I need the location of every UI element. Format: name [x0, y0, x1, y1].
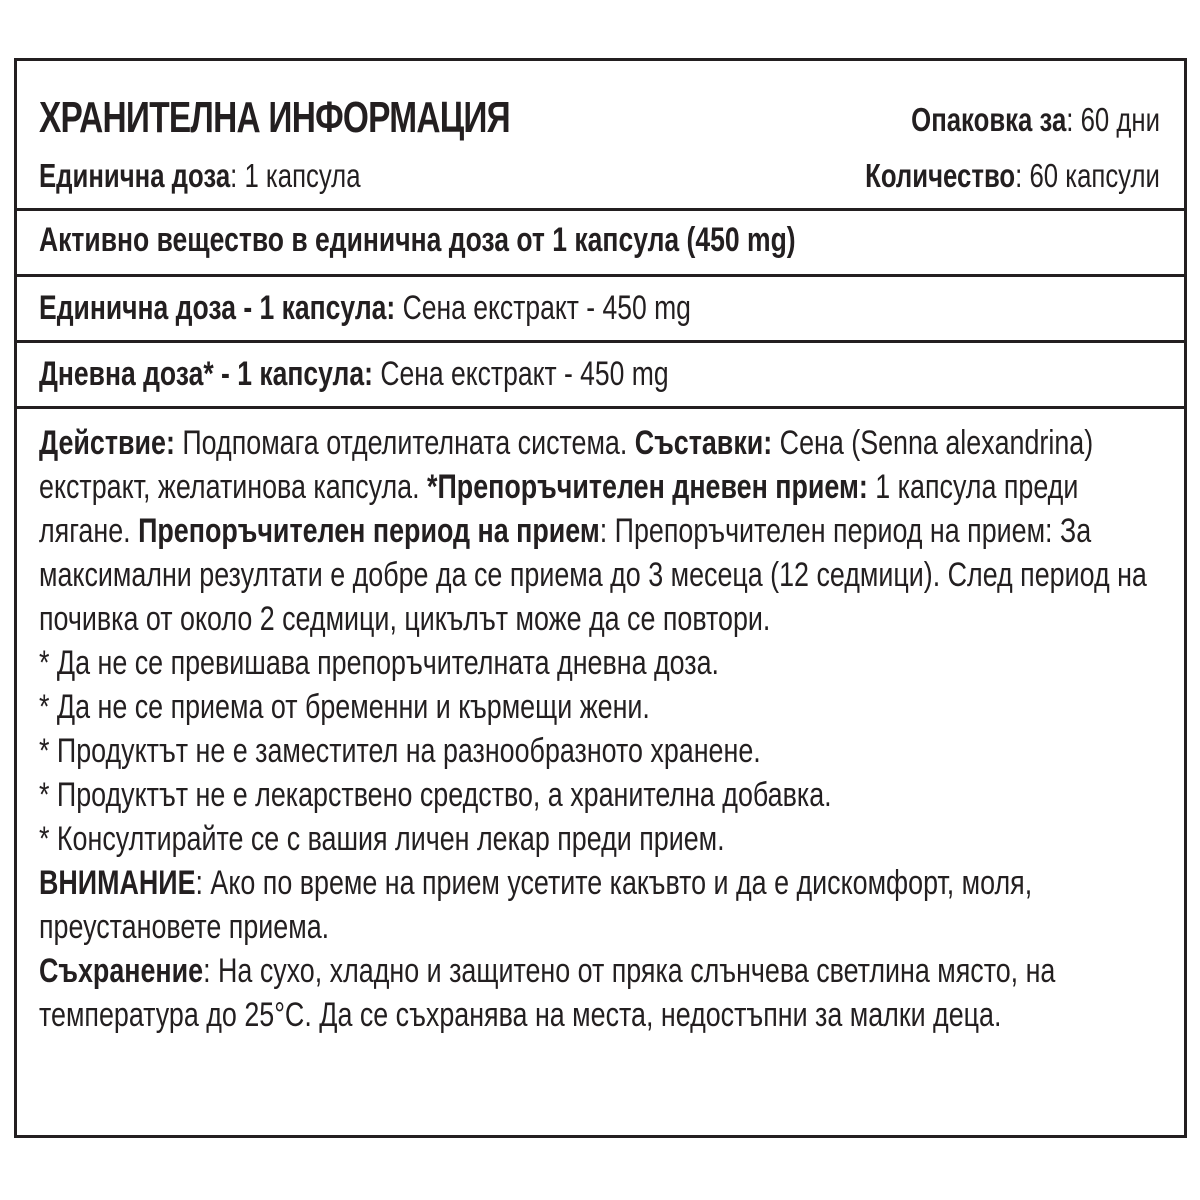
period-label: Препоръчителен период на прием — [138, 512, 600, 550]
daily-dose-label: Дневна доза* - 1 капсула: — [39, 355, 373, 393]
dose-label: Единична доза — [39, 157, 231, 194]
active-substance-heading: Активно вещество в единична доза от 1 капсула (450 mg) — [39, 221, 796, 259]
action-text: Подпомага отделителната система. — [174, 424, 635, 462]
recommended-intake-label: *Препоръчителен дневен прием: — [427, 468, 868, 506]
panel-title: ХРАНИТЕЛНА ИНФОРМАЦИЯ — [39, 93, 510, 142]
note-item: * Продуктът не е лекарствено средство, а хранителна добавка. — [39, 776, 832, 814]
unit-dose-value: Сена екстракт - 450 mg — [395, 289, 691, 327]
package-value: : 60 дни — [1066, 101, 1160, 138]
daily-dose-line — [39, 355, 669, 394]
unit-dose-line — [39, 289, 691, 328]
quantity-summary — [865, 157, 1160, 195]
ingredients-label: Съставки: — [634, 424, 773, 462]
action-label: Действие: — [39, 424, 175, 462]
quantity-value: : 60 капсули — [1015, 157, 1160, 194]
warning-label: ВНИМАНИЕ — [39, 864, 196, 902]
storage-label: Съхранение — [39, 952, 204, 990]
unit-dose-row — [17, 277, 1184, 343]
package-label: Опаковка за — [911, 101, 1067, 138]
recommended-intake-text: 1 капсула преди лягане. — [39, 468, 1079, 550]
unit-dose-summary — [39, 157, 361, 195]
warning-paragraph — [39, 861, 1169, 949]
ingredients-text: Сена (Senna alexandrina) екстракт, желатинова капсула. — [39, 424, 1094, 506]
note-item: * Да не се превишава препоръчителната дневна доза. — [39, 644, 720, 682]
header-section — [17, 61, 1184, 211]
dose-value: : 1 капсула — [230, 157, 361, 194]
nutrition-info-panel — [14, 58, 1187, 1138]
details-section — [39, 421, 1179, 1037]
warning-text: : Ако по време на прием усетите какъвто и да е дискомфорт, моля, преустановете приема. — [39, 864, 1033, 946]
daily-dose-value: Сена екстракт - 450 mg — [372, 355, 669, 393]
details-paragraph — [39, 421, 1169, 641]
notes-list — [39, 641, 1169, 861]
note-item: * Консултирайте се с вашия личен лекар преди прием. — [39, 820, 725, 858]
unit-dose-label: Единична доза - 1 капсула: — [39, 289, 396, 327]
note-item: * Да не се приема от бременни и кърмещи жени. — [39, 688, 650, 726]
storage-paragraph — [39, 949, 1169, 1037]
storage-text: : На сухо, хладно и защитено от пряка слънчева светлина място, на температура до 25°C. Да се съхранява на места, недостъпни за малки деца. — [39, 952, 1056, 1034]
period-text: : Препоръчителен период на прием: За максимални резултати е добре да се приема до 3 месеца (12 седмици). След период на почивка от около 2 седмици, цикълът може да се повтори. — [39, 512, 1147, 638]
active-substance-row — [17, 211, 1184, 277]
daily-dose-row — [17, 343, 1184, 409]
package-summary — [911, 101, 1160, 139]
note-item: * Продуктът не е заместител на разнообразното хранене. — [39, 732, 761, 770]
quantity-label: Количество — [865, 157, 1016, 194]
